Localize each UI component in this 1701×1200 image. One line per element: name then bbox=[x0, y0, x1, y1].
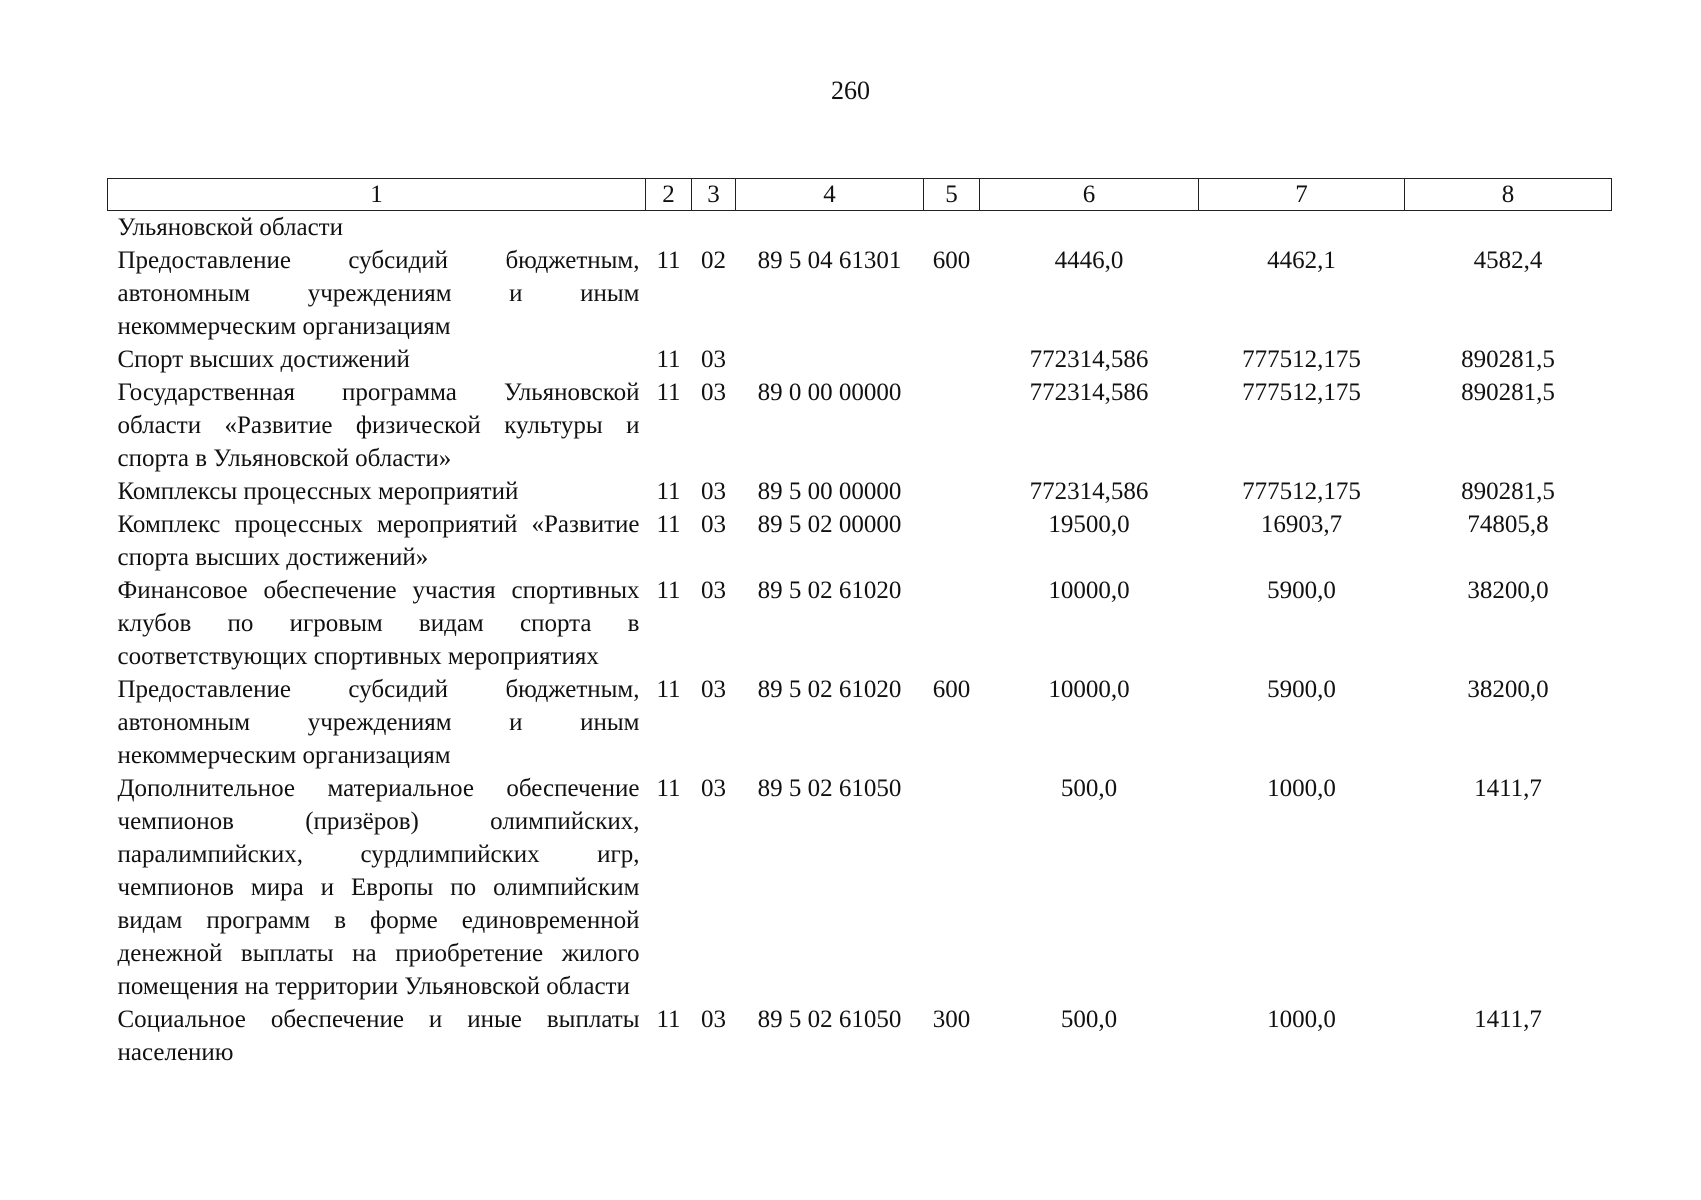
table-row bbox=[108, 244, 1612, 343]
table-row bbox=[108, 508, 1612, 574]
expense-type-code bbox=[924, 508, 980, 574]
amount-col-6: 500,0 bbox=[1060, 1006, 1118, 1033]
target-article-code bbox=[736, 211, 924, 245]
table-row bbox=[108, 574, 1612, 673]
subsection-code: 03 bbox=[701, 346, 726, 373]
expense-type-code bbox=[924, 376, 980, 475]
subsection-code: 03 bbox=[701, 676, 726, 703]
table-row bbox=[108, 343, 1612, 376]
subsection-code: 03 bbox=[701, 1006, 726, 1033]
expense-type-code bbox=[924, 343, 980, 376]
amount-col-8: 890281,5 bbox=[1461, 346, 1555, 373]
amount-col-7: 1000,0 bbox=[1267, 775, 1336, 802]
subsection-code: 02 bbox=[701, 247, 726, 274]
table-row bbox=[108, 211, 1612, 245]
section-code: 11 bbox=[656, 577, 681, 604]
header-row bbox=[108, 179, 1612, 211]
subsection-code: 03 bbox=[701, 478, 726, 505]
amount-col-6: 772314,586 bbox=[1029, 379, 1149, 406]
amount-col-6: 10000,0 bbox=[1048, 577, 1130, 604]
amount-col-8 bbox=[1405, 211, 1612, 245]
page-number: 260 bbox=[831, 76, 870, 105]
column-header-7: 7 bbox=[1199, 179, 1405, 211]
expense-type-code: 300 bbox=[932, 1006, 971, 1033]
amount-col-7: 5900,0 bbox=[1267, 676, 1336, 703]
target-article-code: 89 5 02 61050 bbox=[757, 1006, 902, 1033]
amount-col-8: 38200,0 bbox=[1467, 676, 1549, 703]
section-code: 11 bbox=[656, 379, 681, 406]
row-name: Спорт высших достижений bbox=[117, 346, 410, 373]
amount-col-7: 777512,175 bbox=[1242, 478, 1361, 505]
column-header-1: 1 bbox=[108, 179, 646, 211]
row-name: Дополнительное материальное обеспечение чемпионов (призёров) олимпийских, паралимпийских, сурдлимпийских игр, чемпионов мира и Европы по олимпийским видам программ в форме единовременной денежной выплаты на приобретение жилого помещения на территории Ульяновской области bbox=[117, 775, 640, 1000]
amount-col-7: 1000,0 bbox=[1267, 1006, 1336, 1033]
amount-col-7: 777512,175 bbox=[1242, 379, 1361, 406]
table-body bbox=[108, 211, 1612, 1070]
amount-col-8: 1411,7 bbox=[1474, 1006, 1542, 1033]
expense-type-code bbox=[924, 574, 980, 673]
row-name: Ульяновской области bbox=[117, 214, 343, 241]
column-header-8: 8 bbox=[1405, 179, 1612, 211]
expense-type-code bbox=[924, 772, 980, 1003]
amount-col-7: 5900,0 bbox=[1267, 577, 1336, 604]
row-name: Государственная программа Ульяновской области «Развитие физической культуры и спорта в Ульяновской области» bbox=[117, 379, 640, 472]
table-row bbox=[108, 673, 1612, 772]
amount-col-6: 772314,586 bbox=[1029, 478, 1149, 505]
section-code: 11 bbox=[656, 478, 681, 505]
section-code: 11 bbox=[656, 247, 681, 274]
amount-col-8: 4582,4 bbox=[1473, 247, 1543, 274]
amount-col-7 bbox=[1199, 211, 1405, 245]
row-name: Предоставление субсидий бюджетным, автономным учреждениям и иным некоммерческим организациям bbox=[117, 676, 640, 769]
amount-col-8: 38200,0 bbox=[1467, 577, 1549, 604]
amount-col-6: 19500,0 bbox=[1048, 511, 1130, 538]
column-header-4: 4 bbox=[736, 179, 924, 211]
subsection-code: 03 bbox=[701, 379, 726, 406]
amount-col-7: 16903,7 bbox=[1260, 511, 1343, 538]
expense-type-code: 600 bbox=[932, 247, 971, 274]
section-code bbox=[646, 211, 692, 245]
table-row bbox=[108, 475, 1612, 508]
row-name: Комплекс процессных мероприятий «Развитие спорта высших достижений» bbox=[117, 511, 640, 571]
amount-col-6: 772314,586 bbox=[1029, 346, 1149, 373]
section-code: 11 bbox=[656, 676, 681, 703]
row-name: Предоставление субсидий бюджетным, автономным учреждениям и иным некоммерческим организациям bbox=[117, 247, 640, 340]
subsection-code bbox=[692, 211, 736, 245]
column-header-2: 2 bbox=[646, 179, 692, 211]
section-code: 11 bbox=[656, 1006, 681, 1033]
amount-col-6 bbox=[980, 211, 1199, 245]
expense-type-code: 600 bbox=[932, 676, 971, 703]
target-article-code: 89 5 02 61050 bbox=[757, 775, 902, 802]
target-article-code bbox=[736, 343, 924, 376]
subsection-code: 03 bbox=[701, 511, 726, 538]
column-header-3: 3 bbox=[692, 179, 736, 211]
amount-col-8: 890281,5 bbox=[1461, 478, 1555, 505]
target-article-code: 89 5 00 00000 bbox=[757, 478, 902, 505]
table-header bbox=[108, 179, 1612, 211]
amount-col-6: 4446,0 bbox=[1054, 247, 1124, 274]
amount-col-8: 74805,8 bbox=[1467, 511, 1549, 538]
table-row bbox=[108, 772, 1612, 1003]
budget-table bbox=[107, 178, 1612, 1069]
row-name: Финансовое обеспечение участия спортивных клубов по игровым видам спорта в соответствующих спортивных мероприятиях bbox=[117, 577, 640, 670]
target-article-code: 89 5 02 61020 bbox=[757, 676, 902, 703]
table-row bbox=[108, 376, 1612, 475]
section-code: 11 bbox=[656, 511, 681, 538]
subsection-code: 03 bbox=[701, 577, 726, 604]
column-header-5: 5 bbox=[924, 179, 980, 211]
section-code: 11 bbox=[656, 346, 681, 373]
table-row bbox=[108, 1003, 1612, 1069]
target-article-code: 89 5 02 61020 bbox=[757, 577, 902, 604]
subsection-code: 03 bbox=[701, 775, 726, 802]
expense-type-code bbox=[924, 211, 980, 245]
amount-col-7: 4462,1 bbox=[1267, 247, 1336, 274]
expense-type-code bbox=[924, 475, 980, 508]
amount-col-8: 1411,7 bbox=[1474, 775, 1542, 802]
amount-col-6: 500,0 bbox=[1060, 775, 1118, 802]
amount-col-7: 777512,175 bbox=[1242, 346, 1361, 373]
target-article-code: 89 5 04 61301 bbox=[757, 247, 902, 274]
amount-col-8: 890281,5 bbox=[1461, 379, 1555, 406]
column-header-6: 6 bbox=[980, 179, 1199, 211]
target-article-code: 89 5 02 00000 bbox=[757, 511, 902, 538]
amount-col-6: 10000,0 bbox=[1048, 676, 1130, 703]
row-name: Социальное обеспечение и иные выплаты населению bbox=[117, 1006, 640, 1066]
row-name: Комплексы процессных мероприятий bbox=[117, 478, 519, 505]
section-code: 11 bbox=[656, 775, 681, 802]
target-article-code: 89 0 00 00000 bbox=[757, 379, 902, 406]
